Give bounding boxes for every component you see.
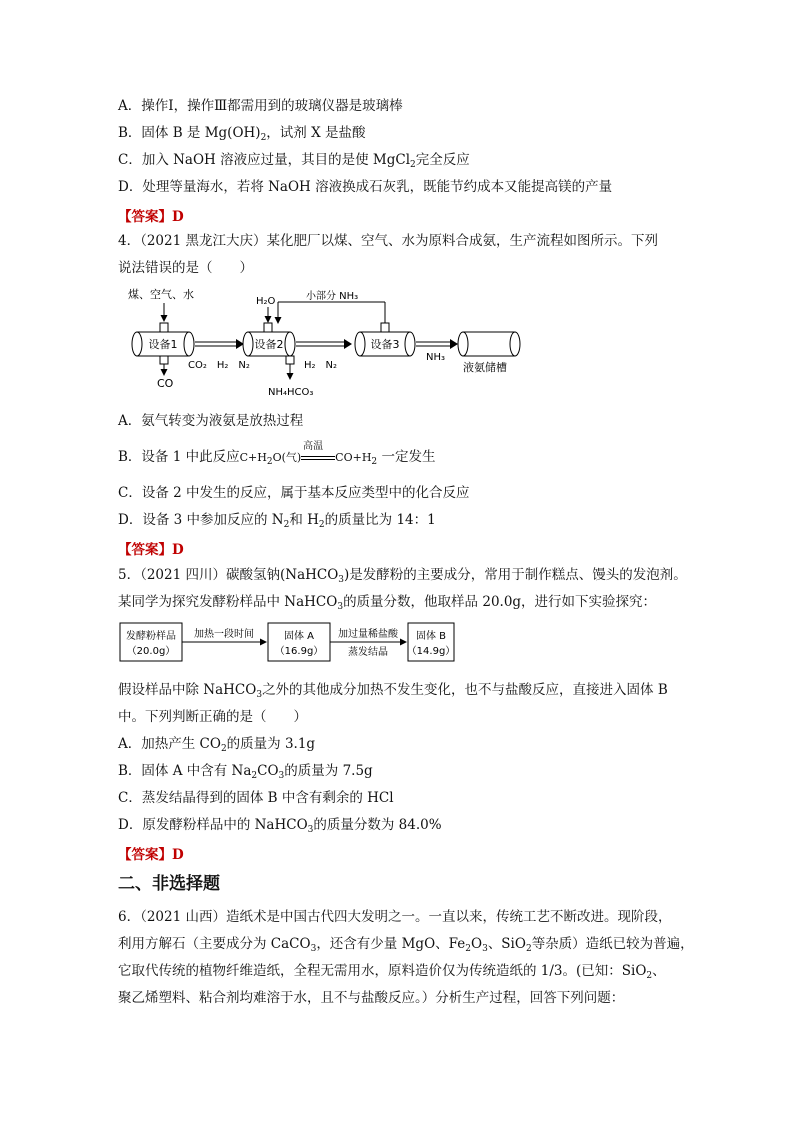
q5-option-b: B．固体 A 中含有 $Na_2CO_3$的质量为 7.5g [118, 763, 373, 781]
q3-option-c: C．加入 NaOH 溶液应过量，其目的是使 MgCl$_2$完全反应 [118, 152, 470, 170]
q5-stem-line1: 5．（2021 四川）碳酸氢钠(NaHCO$_3$)是发酵粉的主要成分，常用于制作糕点、馒头的发泡剂。 [118, 567, 687, 585]
q6-line4: 聚乙烯塑料、粘合剂均难溶于水，且不与盐酸反应。）分析生产过程，回答下列问题： [118, 990, 625, 1006]
q3-option-d: D．处理等量海水，若将 NaOH 溶液换成石灰乳，既能节约成本又能提高镁的产量 [118, 179, 613, 195]
flow-arrow2-bottom: 蒸发结晶 [348, 647, 388, 658]
flow-box3-line1: 固体 B [415, 631, 447, 642]
svg-text:设备2: 设备2 [254, 338, 284, 351]
q5-option-d: D．原发酵粉样品中的 NaHCO$_3$的质量分数为 84.0% [118, 817, 442, 835]
diagram-recycle-label: 小部分 NH₃ [306, 291, 359, 302]
equipment-3 [355, 332, 415, 356]
diagram-byproduct-label: NH₄HCO₃ [268, 387, 314, 398]
flow-box1-line2: （20.0g） [126, 646, 176, 657]
q4-stem-line2: 说法错误的是（ ） [118, 260, 253, 276]
q5-answer: 【答案】D [118, 847, 184, 863]
q5-para-line2: 中。下列判断正确的是（ ） [118, 709, 307, 725]
ammonia-tank [458, 332, 520, 374]
svg-text:设备1: 设备1 [148, 338, 178, 351]
q3-answer: 【答案】D [118, 209, 184, 225]
q6-line2: 利用方解石（主要成分为 CaCO$_3$，还含有少量 MgO、$Fe_2O_3$、SiO$_2$等杂质）造纸已较为普遍， [118, 936, 694, 954]
q4-option-d: D．设备 3 中参加反应的 $N_2$和 $H_2$的质量比为 14：1 [118, 512, 436, 530]
ammonia-process-diagram [118, 283, 528, 403]
q5-para-line1: 假设样品中除 NaHCO$_3$之外的其他成分加热不发生变化，也不与盐酸反应，直接进入固体 B [118, 682, 668, 700]
flow-box2-line2: （16.9g） [274, 646, 324, 657]
q6-line3: 它取代传统的植物纤维造纸，全程无需用水，原料造价仅为传统造纸的 1/3。(已知：SiO$_2$、 [118, 963, 666, 981]
diagram-h2o-label: H₂O [256, 296, 276, 307]
diagram-flow1-label: CO₂ H₂ N₂ [188, 360, 250, 371]
q5-option-c: C．蒸发结晶得到的固体 B 中含有剩余的 HCl [118, 790, 394, 806]
equipment-2 [243, 332, 295, 356]
flow-box1-line1: 发酵粉样品 [126, 631, 176, 642]
svg-text:液氨储槽: 液氨储槽 [463, 361, 507, 374]
q4-option-c: C．设备 2 中发生的反应，属于基本反应类型中的化合反应 [118, 485, 470, 501]
q3-option-a: A．操作Ⅰ，操作Ⅲ都需用到的玻璃仪器是玻璃棒 [118, 98, 403, 114]
section-title: 二、非选择题 [118, 874, 220, 894]
q6-line1: 6．（2021 山西）造纸术是中国古代四大发明之一。一直以来，传统工艺不断改进。现阶段， [118, 909, 672, 925]
q4-option-b: B．设备 1 中此反应$C+H_2O$(气) 高温 $CO+H_2$ 一定发生 [118, 441, 436, 467]
equipment-1 [132, 332, 194, 356]
flow-box2-line1: 固体 A [283, 631, 315, 642]
q3-option-b: B．固体 B 是 $Mg(OH)_2$，试剂 X 是盐酸 [118, 125, 366, 143]
q4-answer: 【答案】D [118, 542, 184, 558]
diagram-co-label: CO [157, 377, 174, 390]
q4-option-a: A．氨气转变为液氨是放热过程 [118, 413, 304, 429]
flow-box3-line2: （14.9g） [406, 646, 456, 657]
q5-option-a: A．加热产生 $CO_2$的质量为 3.1g [118, 736, 316, 754]
diagram-input-label: 煤、空气、水 [128, 288, 194, 301]
diagram-nh3-label: NH₃ [426, 352, 446, 363]
diagram-flow2-label: H₂ N₂ [304, 360, 338, 371]
svg-text:设备3: 设备3 [370, 338, 400, 351]
baking-powder-flow-diagram [118, 621, 458, 667]
flow-arrow2-top: 加过量稀盐酸 [338, 629, 398, 640]
flow-arrow1-label: 加热一段时间 [194, 629, 254, 640]
q5-stem-line2: 某同学为探究发酵粉样品中 NaHCO$_3$的质量分数，他取样品 20.0g，进行如下实验探究： [118, 594, 657, 612]
q4-stem-line1: 4．（2021 黑龙江大庆）某化肥厂以煤、空气、水为原料合成氨，生产流程如图所示。下列 [118, 233, 658, 249]
